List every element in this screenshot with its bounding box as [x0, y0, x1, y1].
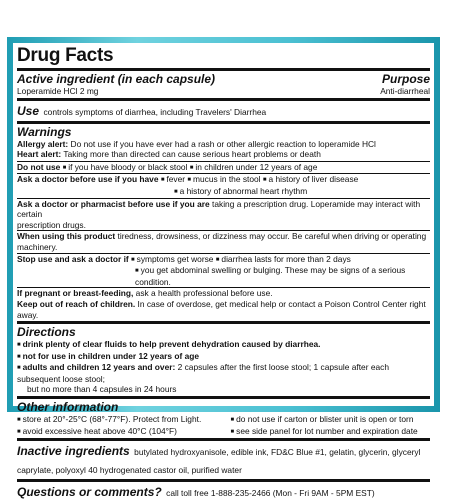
bullet-icon: ■ [187, 177, 192, 184]
ask-doctor-item: mucus in the stool [193, 174, 261, 185]
active-ingredient-heading: Active ingredient (in each capsule) [17, 72, 216, 86]
bullet-icon: ■ [17, 353, 21, 360]
bullet-icon: ■ [131, 256, 135, 263]
other-info-item: store at 20°-25°C (68°-77°F). Protect from Light. [22, 414, 202, 425]
keep-out-of-reach-row [17, 299, 430, 320]
ask-pharmacist-text: taking a prescription drug. Loperamide may interact with certain [17, 198, 421, 220]
ask-doctor-item: a history of liver disease [268, 174, 359, 185]
directions-heading: Directions [17, 325, 76, 340]
bullet-icon: ■ [230, 428, 235, 435]
direction-adults-label: adults and children 12 years and over: [22, 362, 176, 373]
drug-facts-panel [13, 43, 434, 500]
do-not-use-item: in children under 12 years of age [195, 161, 318, 172]
direction-adults-text: 2 capsules after the first loose stool; 1 capsule after each subsequent loose stool; [17, 362, 389, 384]
bullet-icon: ■ [135, 268, 139, 275]
questions-text: call toll free 1-888-235-2466 (Mon - Fri 9AM - 5PM EST) [166, 488, 375, 499]
direction-item: drink plenty of clear fluids to help prevent dehydration caused by diarrhea. [22, 339, 321, 350]
active-ingredient-section [17, 68, 430, 98]
do-not-use-item: if you have bloody or black stool [68, 161, 188, 172]
inactive-ingredients-text: butylated hydroxyanisole, edible ink, FD&C Blue #1, gelatin, glycerin, glyceryl caprylate, polyoxyl 40 hydrogenated castor oil, purified water [17, 447, 421, 476]
ask-doctor-label: Ask a doctor before use if you have [17, 174, 159, 185]
warnings-heading: Warnings [17, 124, 72, 139]
ask-doctor-item: a history of abnormal heart rhythm [179, 185, 308, 196]
bullet-icon: ■ [62, 164, 67, 171]
pregnancy-text: ask a health professional before use. [135, 288, 273, 299]
bullet-icon: ■ [262, 177, 267, 184]
ask-doctor-item: fever [166, 174, 186, 185]
allergy-alert-text: Do not use if you have ever had a rash or other allergic reaction to loperamide HCl [70, 138, 376, 149]
purpose-heading: Purpose [381, 72, 430, 86]
direction-adults-cont: but no more than 4 capsules in 24 hours [27, 384, 177, 395]
bullet-icon: ■ [17, 365, 21, 372]
ask-pharmacist-label: Ask a doctor or pharmacist before use if you are [17, 198, 210, 209]
heart-alert-text: Taking more than directed can cause serious heart problems or death [63, 149, 321, 160]
ask-doctor-row [17, 173, 430, 197]
inactive-ingredients-section [17, 438, 430, 479]
pregnancy-row [17, 287, 430, 299]
other-info-item: avoid excessive heat above 40°C (104°F) [22, 425, 177, 436]
keep-out-of-reach-label: Keep out of reach of children. [17, 298, 136, 309]
stop-use-label: Stop use and ask a doctor if [17, 253, 129, 264]
pregnancy-label: If pregnant or breast-feeding, [17, 288, 134, 299]
when-using-text: tiredness, drowsiness, or dizziness may occur. Be careful when driving or operating machinery. [17, 231, 427, 252]
questions-heading: Questions or comments? [17, 485, 162, 500]
stop-use-row [17, 253, 430, 288]
bullet-icon: ■ [189, 164, 194, 171]
do-not-use-label: Do not use [17, 161, 61, 172]
other-info-item: do not use if carton or blister unit is open or torn [236, 414, 414, 425]
direction-item: not for use in children under 12 years of age [22, 350, 200, 361]
when-using-label: When using this product [17, 231, 116, 242]
package-frame [7, 37, 440, 500]
warnings-section [17, 121, 430, 322]
heart-alert-label: Heart alert: [17, 149, 62, 160]
stop-use-item: diarrhea lasts for more than 2 days [221, 253, 351, 264]
when-using-row [17, 230, 430, 252]
other-information-heading: Other information [17, 400, 119, 415]
stop-use-item: symptoms get worse [136, 253, 214, 264]
allergy-alert-label: Allergy alert: [17, 138, 69, 149]
bullet-icon: ■ [174, 188, 178, 195]
ask-pharmacist-row [17, 198, 430, 231]
bullet-icon: ■ [160, 177, 165, 184]
inactive-ingredients-heading: Inactive ingredients [17, 444, 130, 459]
questions-section [17, 479, 430, 502]
other-information-section [17, 396, 430, 438]
bullet-icon: ■ [215, 256, 220, 263]
ask-pharmacist-text-cont: prescription drugs. [17, 219, 86, 230]
use-section [17, 98, 430, 121]
active-ingredient-value: Loperamide HCl 2 mg [17, 86, 99, 96]
panel-title: Drug Facts [17, 45, 114, 66]
bullet-icon: ■ [17, 417, 21, 424]
other-info-item: see side panel for lot number and expiration date [236, 425, 418, 436]
use-heading: Use [17, 103, 40, 118]
use-text: controls symptoms of diarrhea, including Travelers' Diarrhea [43, 106, 267, 117]
purpose-value: Anti-diarrheal [380, 86, 430, 96]
keep-out-of-reach-text: In case of overdose, get medical help or contact a Poison Control Center right away. [17, 298, 426, 320]
directions-section [17, 321, 430, 396]
bullet-icon: ■ [17, 342, 21, 349]
bullet-icon: ■ [17, 428, 21, 435]
bullet-icon: ■ [230, 417, 235, 424]
stop-use-item: you get abdominal swelling or bulging. These may be signs of a serious condition. [135, 265, 406, 287]
do-not-use-row [17, 161, 430, 174]
